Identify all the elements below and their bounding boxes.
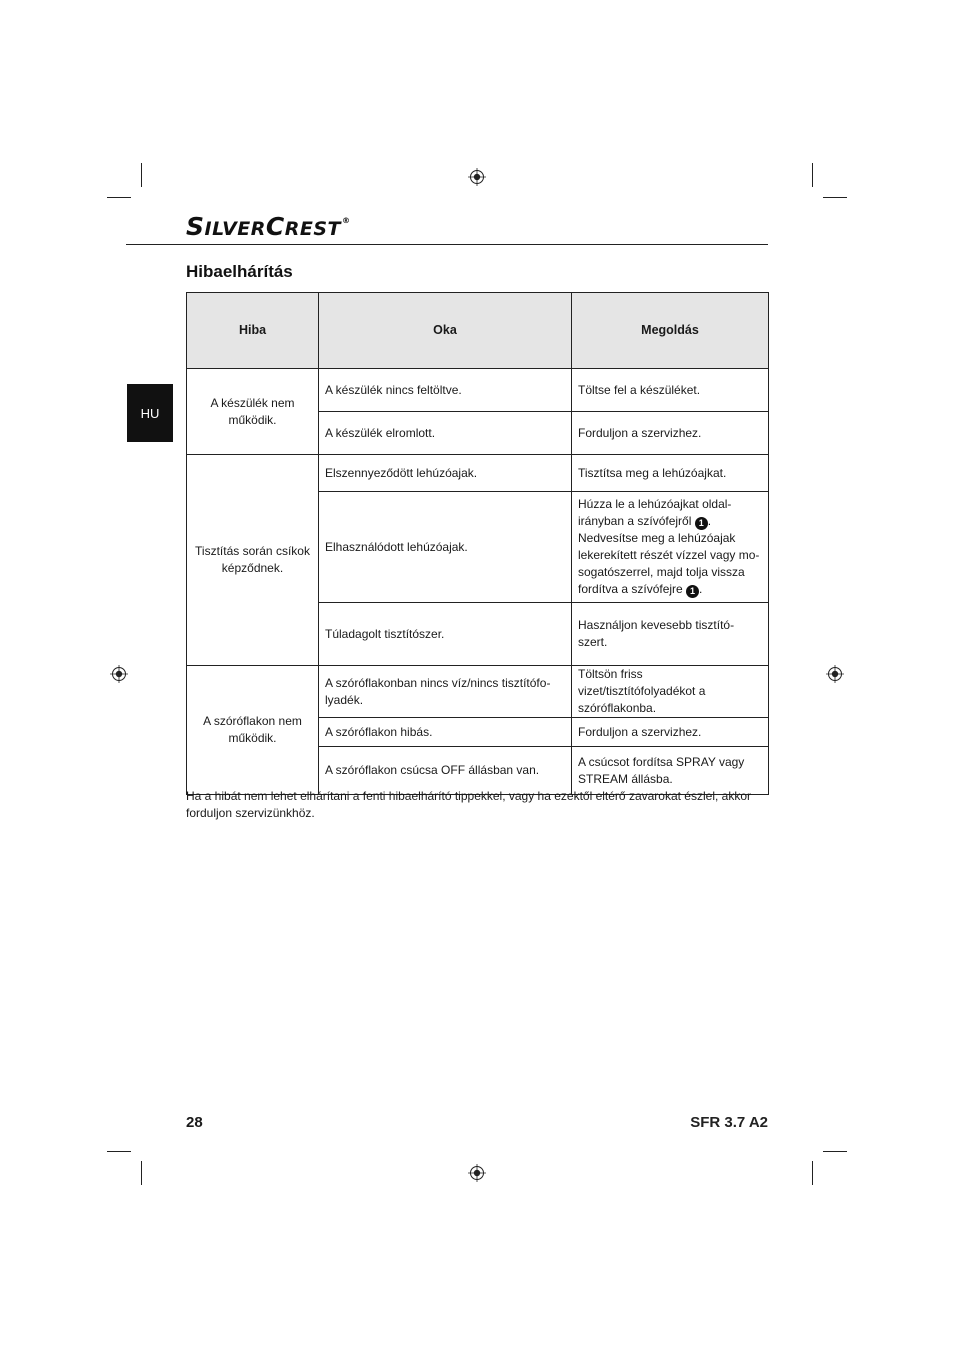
callout-number-icon: 1 <box>695 517 708 530</box>
solution-cell: A csúcsot fordítsa SPRAY vagy STREAM állásba. <box>572 747 769 795</box>
table-header-row <box>187 293 769 369</box>
model-number: SFR 3.7 A2 <box>690 1114 768 1131</box>
crop-mark <box>812 163 813 187</box>
cause-cell: A készülék nincs feltöltve. <box>319 369 572 412</box>
column-header: Megoldás <box>572 293 769 369</box>
cause-cell: A szóróflakon csúcsa OFF állásban van. <box>319 747 572 795</box>
crop-mark <box>823 1151 847 1152</box>
cause-cell: Elszennyeződött lehúzóajak. <box>319 455 572 492</box>
header-divider <box>126 244 768 245</box>
page-title: Hibaelhárítás <box>186 262 293 281</box>
cause-cell: A szóróflakon hibás. <box>319 718 572 747</box>
column-header: Hiba <box>187 293 319 369</box>
table-row <box>187 369 769 412</box>
cause-cell: A szóróflakonban nincs víz/nincs tisztítófo-lyadék. <box>319 666 572 718</box>
language-tab: HU <box>127 384 173 442</box>
error-cell: A készülék nem működik. <box>187 369 319 455</box>
crop-mark <box>141 163 142 187</box>
brand-logo: SILVERCREST® <box>186 212 351 241</box>
callout-number-icon: 1 <box>686 585 699 598</box>
registration-mark-icon <box>826 665 844 683</box>
registration-mark-icon <box>468 168 486 186</box>
crop-mark <box>823 197 847 198</box>
solution-cell: Töltsön friss vizet/tisztítófolyadékot a szóróflakonba. <box>572 666 769 718</box>
page-number: 28 <box>186 1114 203 1131</box>
troubleshooting-table <box>186 292 769 795</box>
error-cell: Tisztítás során csíkok képződnek. <box>187 455 319 666</box>
solution-cell: Forduljon a szervizhez. <box>572 412 769 455</box>
solution-cell: Forduljon a szervizhez. <box>572 718 769 747</box>
solution-cell: Húzza le a lehúzóajkat oldal-irányban a szívófejről 1 . Nedvesítse meg a lehúzóajak lekerekített részét vízzel vagy mo-sogatószerrel, majd tolja vissza fordítva a szívófejre 1 . <box>572 492 769 603</box>
error-cell: A szóróflakon nem működik. <box>187 666 319 795</box>
registration-mark-icon <box>468 1164 486 1182</box>
cause-cell: Elhasználódott lehúzóajak. <box>319 492 572 603</box>
column-header: Oka <box>319 293 572 369</box>
solution-cell: Használjon kevesebb tisztító-szert. <box>572 603 769 666</box>
cause-cell: Túladagolt tisztítószer. <box>319 603 572 666</box>
table-row <box>187 666 769 718</box>
crop-mark <box>107 1151 131 1152</box>
crop-mark <box>141 1161 142 1185</box>
solution-cell: Töltse fel a készüléket. <box>572 369 769 412</box>
cause-cell: A készülék elromlott. <box>319 412 572 455</box>
table-row <box>187 455 769 492</box>
footer-note: Ha a hibát nem lehet elhárítani a fenti hibaelhárító tippekkel, vagy ha ezektől eltérő zavarokat észlel, akkor forduljon szervizünkhöz. <box>186 789 751 820</box>
solution-cell: Tisztítsa meg a lehúzóajkat. <box>572 455 769 492</box>
crop-mark <box>812 1161 813 1185</box>
crop-mark <box>107 197 131 198</box>
registration-mark-icon <box>110 665 128 683</box>
